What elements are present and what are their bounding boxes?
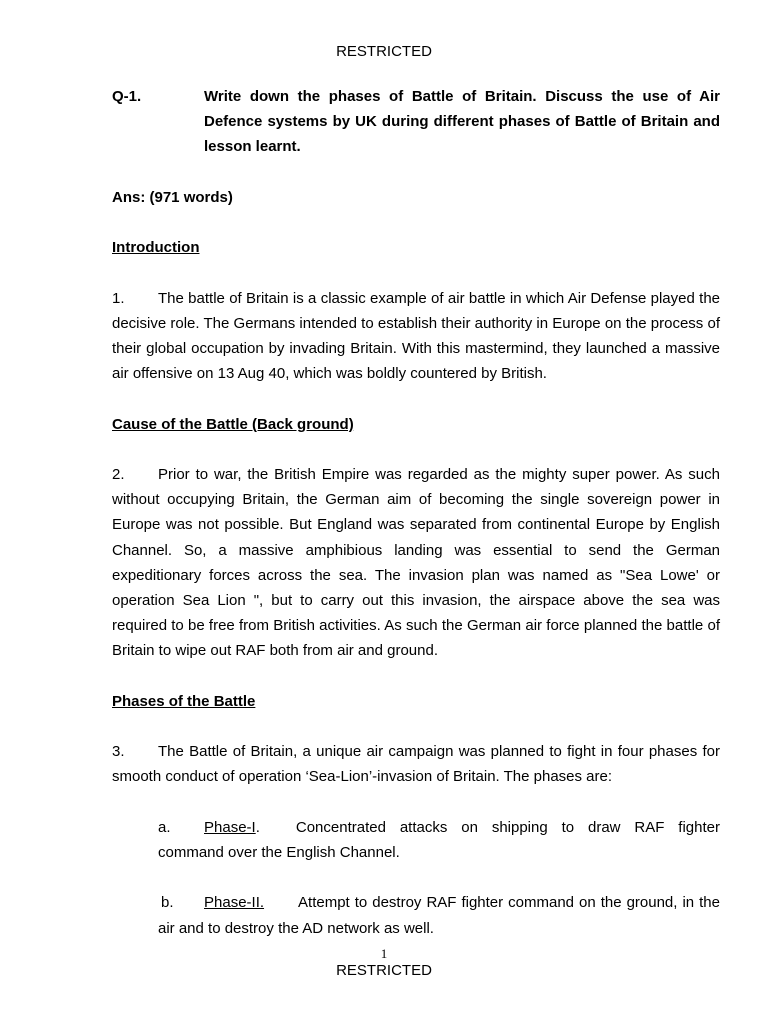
paragraph-number: 3. xyxy=(112,743,125,761)
question-text: Write down the phases of Battle of Britain. Discuss the use of Air Defence systems by UK during different phases of Battle of Britain and lesson learnt. xyxy=(204,88,720,156)
phase-item-letter: b. xyxy=(161,894,174,912)
footer-classification: RESTRICTED xyxy=(336,962,432,979)
section-heading-cause: Cause of the Battle (Back ground) xyxy=(112,415,354,433)
phase-item-letter: a. xyxy=(158,818,171,836)
phase-label: Phase-I xyxy=(204,818,256,836)
paragraph-text: The Battle of Britain, a unique air campaign was planned to fight in four phases for smooth conduct of operation ‘Sea-Lion’-invasion of Britain. The phases are: xyxy=(112,743,720,786)
phase-label-suffix: . xyxy=(255,818,260,836)
answer-word-count: Ans: (971 words) xyxy=(112,188,233,206)
paragraph-3 xyxy=(112,739,720,789)
phase-description: Attempt to destroy RAF fighter command on the ground, in the air and to destroy the AD network as well. xyxy=(158,894,720,937)
question-block xyxy=(112,84,720,160)
paragraph-text: The battle of Britain is a classic example of air battle in which Air Defense played the decisive role. The Germans intended to establish their authority in Europe on the process of their global occupation by invading Britain. With this mastermind, they launched a massive air offensive on 13 Aug 40, which was boldly countered by British. xyxy=(112,289,720,383)
paragraph-2 xyxy=(112,462,720,664)
question-label: Q-1. xyxy=(112,88,142,105)
paragraph-1 xyxy=(112,286,720,387)
phase-item-b xyxy=(158,890,720,940)
section-heading-phases: Phases of the Battle xyxy=(112,692,256,710)
paragraph-text: Prior to war, the British Empire was regarded as the mighty super power. As such without occupying Britain, the German aim of becoming the single sovereign power in Europe was not possible. But England was separated from continental Europe by English Channel. So, a massive amphibious landing was essential to send the German expeditionary forces across the sea. The invasion plan was named as "Sea Lowe' or operation Sea Lion ", but to carry out this invasion, the airspace above the sea was required to be free from British activities. As such the German air force planned the battle of Britain to wipe out RAF both from air and ground. xyxy=(112,465,720,660)
header-classification: RESTRICTED xyxy=(336,43,432,60)
phase-description: Concentrated attacks on shipping to draw RAF fighter command over the English Channel. xyxy=(158,818,720,861)
page-number: 1 xyxy=(380,946,388,961)
document-body xyxy=(112,84,720,966)
paragraph-number: 2. xyxy=(112,465,125,483)
phase-label: Phase-II. xyxy=(204,894,265,912)
section-heading-introduction: Introduction xyxy=(112,239,200,257)
paragraph-number: 1. xyxy=(112,289,125,307)
phase-item-a xyxy=(158,815,720,865)
